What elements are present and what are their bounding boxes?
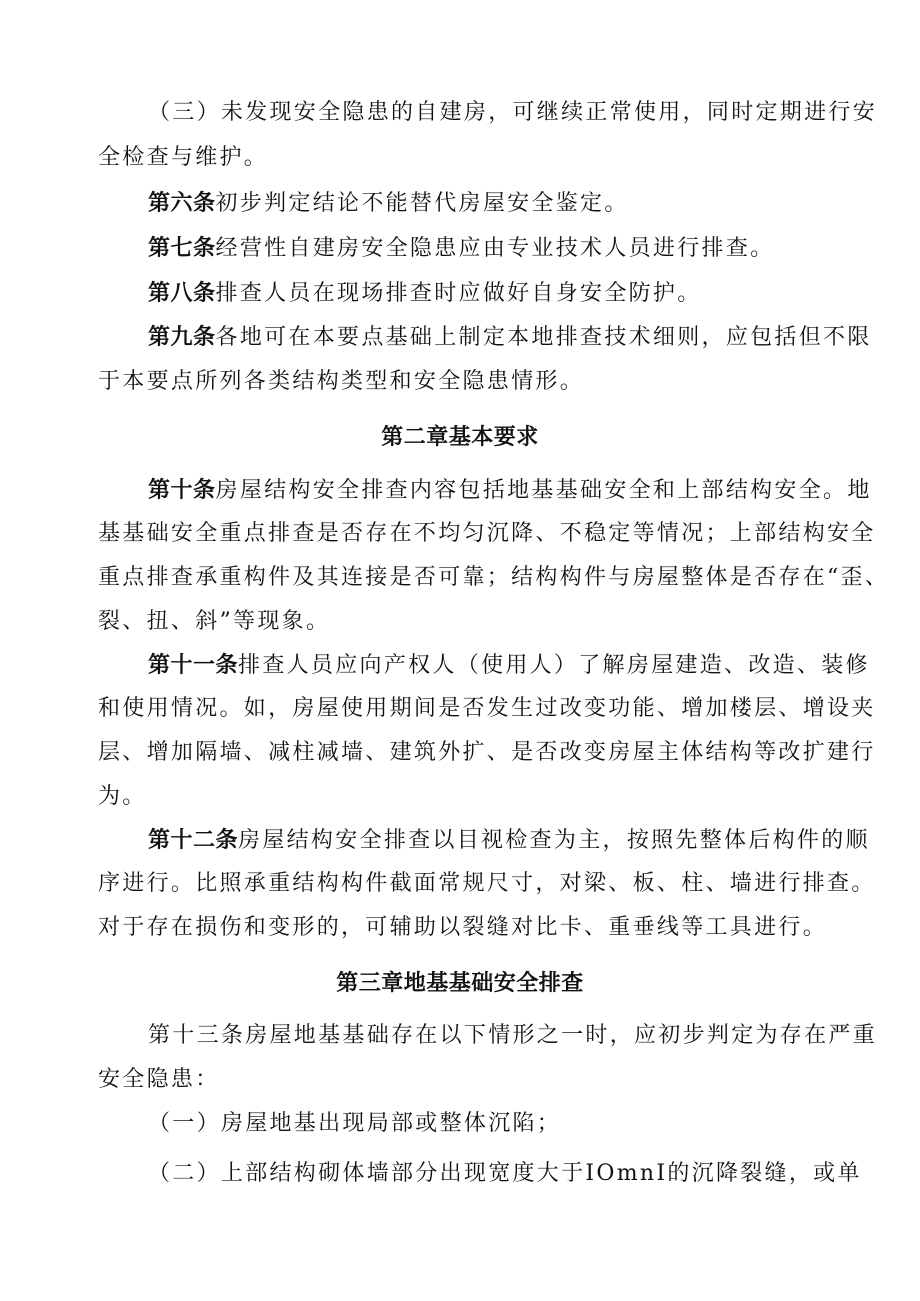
article-6-number: 第六条 — [148, 190, 216, 216]
article-10-line-3: 重点排查承重构件及其连接是否可靠；结构构件与房屋整体是否存在“歪、 — [98, 565, 890, 590]
article-12-line-3: 对于存在损伤和变形的，可辅助以裂缝对比卡、重垂线等工具进行。 — [98, 915, 828, 940]
article-11-line-4: 为。 — [98, 784, 147, 809]
article-8-number: 第八条 — [148, 280, 216, 306]
chapter-2-heading: 第二章基本要求 — [381, 424, 539, 450]
article-9-line-1: 第九条各地可在本要点基础上制定本地排查技术细则，应包括但不限 — [148, 324, 872, 350]
paragraph-item-3-line-1: （三）未发现安全隐患的自建房，可继续正常使用，同时定期进行安 — [148, 100, 878, 125]
article-9-line-2: 于本要点所列各类结构类型和安全隐患情形。 — [98, 369, 585, 394]
article-10-line-1: 第十条房屋结构安全排查内容包括地基基础安全和上部结构安全。地 — [148, 477, 872, 503]
article-12-line-1: 第十二条房屋结构安全排查以目视检查为主，按照先整体后构件的顺 — [148, 827, 870, 853]
article-11-line-3: 层、增加隔墙、减柱减墙、建筑外扩、是否改变房屋主体结构等改扩建行 — [98, 740, 876, 765]
article-11-number: 第十一条 — [148, 652, 239, 678]
article-12-line-2: 序进行。比照承重结构构件截面常规尺寸，对梁、板、柱、墙进行排查。 — [98, 871, 876, 896]
article-13-line-1: 第十三条房屋地基基础存在以下情形之一时，应初步判定为存在严重 — [148, 1023, 878, 1048]
chapter-3-heading: 第三章地基基础安全排查 — [336, 970, 584, 996]
article-13-item-2: （二）上部结构砌体墙部分出现宽度大于IOmnI的沉降裂缝，或单 — [148, 1161, 862, 1186]
article-7: 第七条经营性自建房安全隐患应由专业技术人员进行排查。 — [148, 235, 775, 261]
article-10-line-4: 裂、扭、斜”等现象。 — [98, 609, 331, 634]
article-8: 第八条排查人员在现场排查时应做好自身安全防护。 — [148, 280, 702, 306]
paragraph-item-3-line-2: 全检查与维护。 — [98, 145, 269, 170]
article-13-item-1: （一）房屋地基出现局部或整体沉陷； — [148, 1111, 562, 1136]
article-10-line-2: 基基础安全重点排查是否存在不均匀沉降、不稳定等情况；上部结构安全 — [98, 521, 876, 546]
article-6: 第六条初步判定结论不能替代房屋安全鉴定。 — [148, 190, 629, 216]
article-11-line-2: 和使用情况。如，房屋使用期间是否发生过改变功能、增加楼层、增设夹 — [98, 696, 876, 721]
article-12-number: 第十二条 — [148, 827, 239, 853]
article-9-number: 第九条 — [148, 324, 216, 350]
article-13-line-2: 安全隐患： — [98, 1067, 220, 1092]
article-7-number: 第七条 — [148, 235, 216, 261]
article-11-line-1: 第十一条排查人员应向产权人（使用人）了解房屋建造、改造、装修 — [148, 652, 870, 678]
article-10-number: 第十条 — [148, 477, 216, 503]
